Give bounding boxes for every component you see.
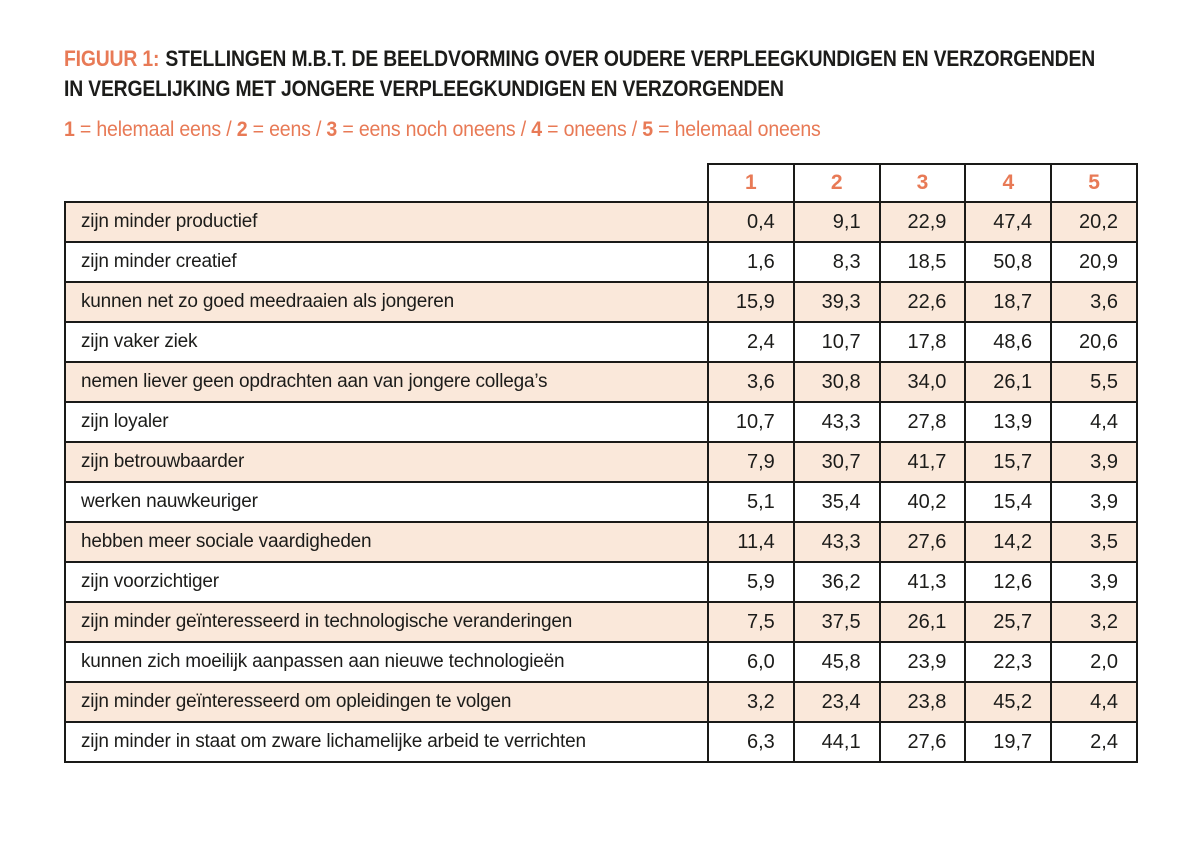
table-corner-cell [65, 164, 708, 202]
value-cell: 22,9 [880, 202, 966, 242]
statement-label: kunnen zich moeilijk aanpassen aan nieuwe technologieën [65, 642, 708, 682]
value-cell: 30,8 [794, 362, 880, 402]
value-cell: 15,9 [708, 282, 794, 322]
legend-item-number: 5 [642, 118, 653, 141]
value-cell: 2,4 [1051, 722, 1137, 762]
value-cell: 43,3 [794, 402, 880, 442]
value-cell: 8,3 [794, 242, 880, 282]
value-cell: 25,7 [965, 602, 1051, 642]
header-row [65, 164, 1137, 202]
legend-separator: / [220, 118, 237, 141]
value-cell: 5,1 [708, 482, 794, 522]
value-cell: 26,1 [880, 602, 966, 642]
value-cell: 18,5 [880, 242, 966, 282]
table-row [65, 722, 1137, 762]
value-cell: 4,4 [1051, 402, 1137, 442]
statement-label: zijn vaker ziek [65, 322, 708, 362]
table-row [65, 442, 1137, 482]
value-cell: 7,5 [708, 602, 794, 642]
figure-label: FIGUUR 1: [64, 46, 160, 71]
table-row [65, 642, 1137, 682]
value-cell: 40,2 [880, 482, 966, 522]
legend-separator: / [515, 118, 532, 141]
figure-title-line1-wrap [64, 44, 1096, 74]
value-cell: 22,3 [965, 642, 1051, 682]
value-cell: 15,4 [965, 482, 1051, 522]
value-cell: 27,8 [880, 402, 966, 442]
value-cell: 50,8 [965, 242, 1051, 282]
value-cell: 15,7 [965, 442, 1051, 482]
table-row [65, 362, 1137, 402]
statement-label: kunnen net zo goed meedraaien als jongeren [65, 282, 708, 322]
value-cell: 19,7 [965, 722, 1051, 762]
legend-separator: / [626, 118, 643, 141]
table-row [65, 282, 1137, 322]
figure-table-body [65, 202, 1137, 762]
value-cell: 34,0 [880, 362, 966, 402]
value-cell: 10,7 [794, 322, 880, 362]
figure-header [64, 44, 1136, 142]
figure-table [64, 163, 1138, 763]
legend-item-label: = oneens [541, 118, 627, 141]
column-header: 1 [708, 164, 794, 202]
column-header: 4 [965, 164, 1051, 202]
value-cell: 0,4 [708, 202, 794, 242]
legend [64, 118, 1061, 142]
value-cell: 36,2 [794, 562, 880, 602]
value-cell: 23,8 [880, 682, 966, 722]
figure-title-line1: STELLINGEN M.B.T. DE BEELDVORMING OVER OUDERE VERPLEEGKUNDIGEN EN VERZORGENDEN [165, 46, 1096, 71]
legend-item-number: 4 [531, 118, 542, 141]
table-row [65, 562, 1137, 602]
table-row [65, 202, 1137, 242]
value-cell: 20,2 [1051, 202, 1137, 242]
legend-item-number: 2 [236, 118, 248, 141]
statement-label: zijn minder geïnteresseerd om opleidingen te volgen [65, 682, 708, 722]
value-cell: 45,2 [965, 682, 1051, 722]
statement-label: zijn voorzichtiger [65, 562, 708, 602]
value-cell: 11,4 [708, 522, 794, 562]
value-cell: 44,1 [794, 722, 880, 762]
value-cell: 3,5 [1051, 522, 1137, 562]
value-cell: 37,5 [794, 602, 880, 642]
value-cell: 3,9 [1051, 482, 1137, 522]
value-cell: 20,9 [1051, 242, 1137, 282]
table-row [65, 602, 1137, 642]
column-header: 2 [794, 164, 880, 202]
statement-label: werken nauwkeuriger [65, 482, 708, 522]
figure-title-line2: IN VERGELIJKING MET JONGERE VERPLEEGKUNDIGEN EN VERZORGENDEN [64, 76, 784, 101]
table-row [65, 482, 1137, 522]
value-cell: 5,9 [708, 562, 794, 602]
value-cell: 14,2 [965, 522, 1051, 562]
table-row [65, 242, 1137, 282]
value-cell: 26,1 [965, 362, 1051, 402]
value-cell: 30,7 [794, 442, 880, 482]
value-cell: 7,9 [708, 442, 794, 482]
legend-separator: / [310, 118, 327, 141]
statement-label: zijn minder creatief [65, 242, 708, 282]
value-cell: 27,6 [880, 522, 966, 562]
statement-label: zijn minder geïnteresseerd in technologische veranderingen [65, 602, 708, 642]
legend-item-label: = eens [247, 118, 311, 141]
value-cell: 48,6 [965, 322, 1051, 362]
value-cell: 4,4 [1051, 682, 1137, 722]
column-header: 3 [880, 164, 966, 202]
value-cell: 6,0 [708, 642, 794, 682]
legend-item-label: = eens noch oneens [337, 118, 516, 141]
value-cell: 43,3 [794, 522, 880, 562]
value-cell: 20,6 [1051, 322, 1137, 362]
statement-label: nemen liever geen opdrachten aan van jongere collega’s [65, 362, 708, 402]
legend-item-number: 3 [326, 118, 338, 141]
statement-label: hebben meer sociale vaardigheden [65, 522, 708, 562]
value-cell: 6,3 [708, 722, 794, 762]
value-cell: 35,4 [794, 482, 880, 522]
value-cell: 10,7 [708, 402, 794, 442]
value-cell: 3,2 [708, 682, 794, 722]
value-cell: 1,6 [708, 242, 794, 282]
table-row [65, 322, 1137, 362]
value-cell: 3,6 [708, 362, 794, 402]
statement-label: zijn minder in staat om zware lichamelijke arbeid te verrichten [65, 722, 708, 762]
value-cell: 27,6 [880, 722, 966, 762]
statement-label: zijn minder productief [65, 202, 708, 242]
value-cell: 41,3 [880, 562, 966, 602]
statement-label: zijn loyaler [65, 402, 708, 442]
value-cell: 18,7 [965, 282, 1051, 322]
value-cell: 45,8 [794, 642, 880, 682]
value-cell: 17,8 [880, 322, 966, 362]
value-cell: 2,4 [708, 322, 794, 362]
value-cell: 2,0 [1051, 642, 1137, 682]
column-header: 5 [1051, 164, 1137, 202]
value-cell: 39,3 [794, 282, 880, 322]
statement-label: zijn betrouwbaarder [65, 442, 708, 482]
value-cell: 47,4 [965, 202, 1051, 242]
value-cell: 13,9 [965, 402, 1051, 442]
value-cell: 5,5 [1051, 362, 1137, 402]
table-row [65, 402, 1137, 442]
table-row [65, 522, 1137, 562]
figure-table-head [65, 164, 1137, 202]
value-cell: 23,4 [794, 682, 880, 722]
value-cell: 23,9 [880, 642, 966, 682]
value-cell: 3,2 [1051, 602, 1137, 642]
value-cell: 12,6 [965, 562, 1051, 602]
legend-item-label: = helemaal oneens [652, 118, 821, 141]
value-cell: 22,6 [880, 282, 966, 322]
legend-item-label: = helemaal eens [74, 118, 221, 141]
value-cell: 9,1 [794, 202, 880, 242]
legend-item-number: 1 [64, 118, 75, 141]
table-row [65, 682, 1137, 722]
value-cell: 3,9 [1051, 562, 1137, 602]
value-cell: 41,7 [880, 442, 966, 482]
value-cell: 3,9 [1051, 442, 1137, 482]
value-cell: 3,6 [1051, 282, 1137, 322]
